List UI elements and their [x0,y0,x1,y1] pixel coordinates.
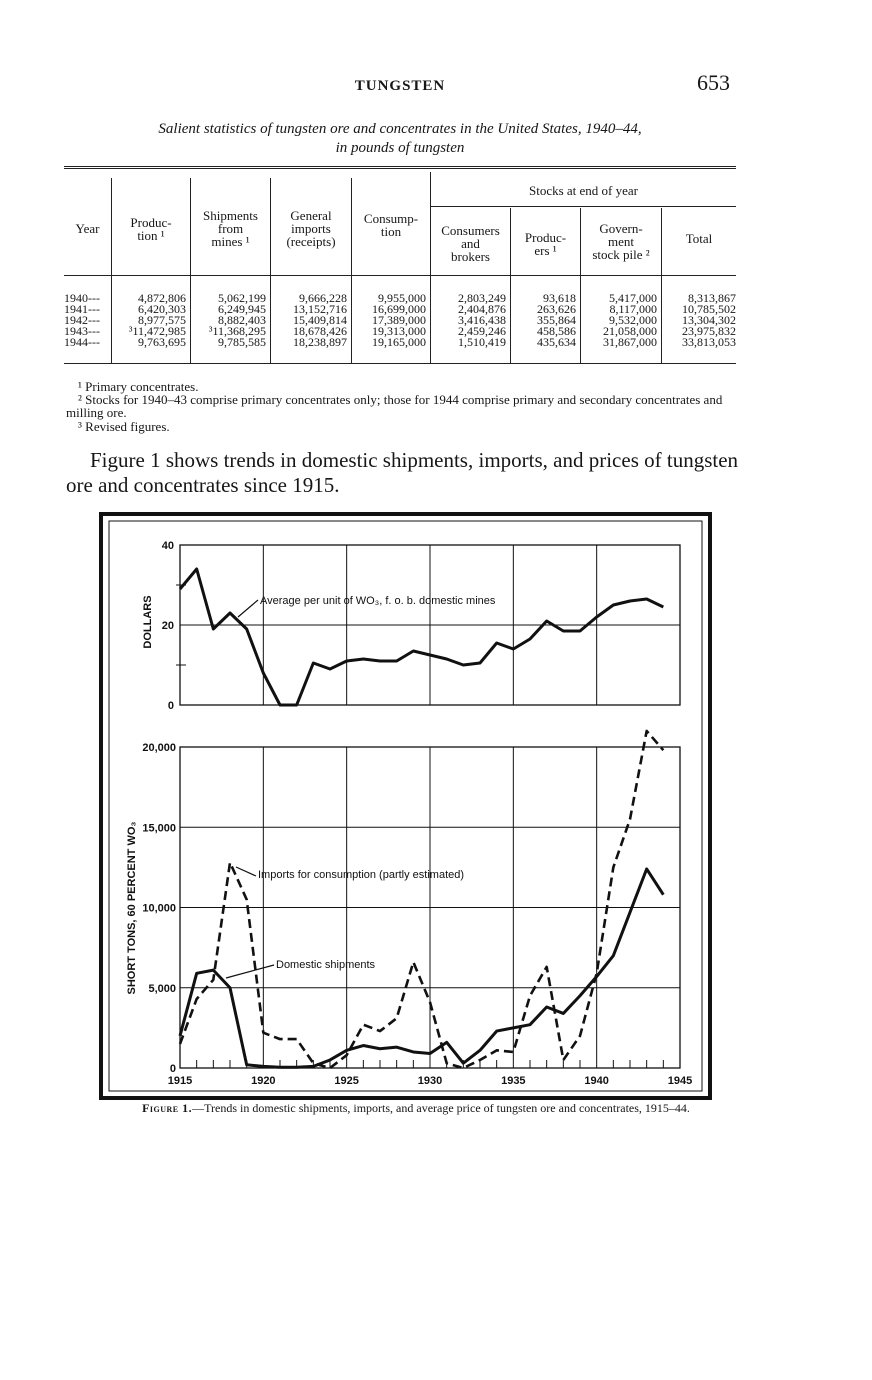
header-government: Govern- ment stock pile ² [592,221,650,262]
tonnage-y-tick-label: 0 [169,1063,176,1075]
table-cell: 3,416,438 [458,313,506,327]
x-tick-label: 1920 [251,1075,276,1087]
table-cell: 2,404,876 [458,302,506,316]
figure-caption [76,1102,756,1115]
header-producers: Produc- ers ¹ [524,230,567,258]
table-cell: 8,117,000 [609,302,657,316]
running-head: TUNGSTEN [354,78,446,94]
table-cell: 19,165,000 [372,335,426,349]
imports-series-line [180,731,663,1068]
price-y-tick-label: 20 [161,620,174,632]
header-year: Year [75,221,100,236]
price-series-label: Average per unit of WO₃, f. o. b. domestic mines [260,595,496,607]
table-cell: 355,864 [537,313,576,327]
domestic-label-leader [226,965,274,978]
x-tick-label: 1915 [167,1075,193,1087]
tonnage-y-tick-label: 15,000 [142,822,176,835]
table-cell: 8,977,575 [138,313,186,327]
table-cell: 10,785,502 [682,302,736,316]
header-shipments: Shipments from mines ¹ [203,208,258,249]
table-cell: 18,678,426 [293,324,347,338]
table-cell: 8,882,403 [218,313,266,327]
tonnage-y-tick-label: 5,000 [148,982,176,995]
header-consumption: Consump- tion [363,211,419,239]
header-stocks-group: Stocks at end of year [528,183,639,198]
x-tick-label: 1935 [501,1075,526,1087]
price-series [180,569,663,705]
x-tick-label: 1945 [667,1075,693,1087]
table-cell: 1,510,419 [458,335,506,349]
footnote-1: ¹ Primary concentrates. [78,379,199,394]
tonnage-series [180,731,663,1068]
x-tick-label: 1925 [334,1075,359,1087]
table-cell: 2,803,249 [458,291,506,305]
table-cell: 13,152,716 [293,302,347,316]
domestic-series-line [180,869,663,1067]
figure-caption-text: —Trends in domestic shipments, imports, and average price of tungsten ore and concentrates, 1915–44. [192,1101,690,1115]
table-cell: 31,867,000 [603,335,657,349]
table-cell: 17,389,000 [372,313,426,327]
tonnage-y-tick-label: 20,000 [142,742,176,754]
table-cell: 1943--- [64,324,100,338]
header-total: Total [685,231,713,246]
table-cell: 19,313,000 [372,324,426,338]
table-cell: 16,699,000 [372,302,426,316]
table-cell: 1941--- [64,302,100,316]
table-cell: 5,062,199 [218,291,266,305]
header-production: Produc- tion ¹ [130,215,172,243]
table-cell: 6,420,303 [138,302,186,316]
table-cell: 6,249,945 [218,302,266,316]
table-cell: ³11,368,295 [208,324,266,338]
imports-label-leader [236,867,256,876]
domestic-series-label: Domestic shipments [276,959,376,971]
table-cell: 15,409,814 [293,313,347,327]
table-cell: 5,417,000 [609,291,657,305]
footnote-2: ² Stocks for 1940–43 comprise primary concentrates only; those for 1944 comprise primary and secondary concentrates and milling ore. [66,392,723,420]
table-cell: 21,058,000 [603,324,657,338]
price-label-leader [238,600,258,617]
table-cell: 9,785,585 [218,335,266,349]
price-y-tick-label: 0 [167,700,174,712]
table-cell: 18,238,897 [293,335,347,349]
table-cell: 23,975,832 [682,324,736,338]
footnote-3: ³ Revised figures. [78,419,170,434]
page-number: 653 [697,70,730,95]
tonnage-chart-grid [142,742,692,1087]
tonnage-y-tick-label: 10,000 [142,902,176,915]
header-consumers-brokers: Consumers and brokers [441,223,500,264]
x-tick-label: 1940 [584,1075,609,1087]
price-y-axis-title: DOLLARS [142,595,154,649]
body-paragraph-text: Figure 1 shows trends in domestic shipments, imports, and prices of tungsten ore and concentrates since 1915. [66,448,739,497]
header-imports: General imports (receipts) [286,208,336,249]
table-cell: 9,532,000 [609,313,657,327]
table-cell: 33,813,053 [682,335,736,349]
figure-caption-label: Figure 1. [142,1101,193,1115]
table-cell: 2,459,246 [458,324,506,338]
table-cell: 9,763,695 [138,335,186,349]
table-cell: ³11,472,985 [128,324,186,338]
table-cell: 435,634 [537,335,576,349]
table-cell: 458,586 [537,324,576,338]
table-cell: 1940--- [64,291,100,305]
table-cell: 1942--- [64,313,100,327]
price-y-tick-label: 40 [161,540,174,552]
price-chart-grid [162,540,680,712]
table-caption-line2: in pounds of tungsten [335,140,465,156]
table-cell: 1944--- [64,335,100,349]
table-cell: 93,618 [543,291,576,305]
price-series-line [180,569,663,705]
imports-series-label: Imports for consumption (partly estimated) [258,869,465,881]
table-cell: 263,626 [537,302,576,316]
table-cell: 9,955,000 [378,291,426,305]
table-caption-line1: Salient statistics of tungsten ore and concentrates in the United States, 1940–44, [158,121,642,137]
table-cell: 13,304,302 [682,313,736,327]
table-cell: 9,666,228 [299,291,347,305]
x-tick-label: 1930 [417,1075,443,1087]
tonnage-y-axis-title: SHORT TONS, 60 PERCENT WO₃ [126,821,138,995]
table-cell: 4,872,806 [138,291,186,305]
table-cell: 8,313,867 [688,291,736,305]
